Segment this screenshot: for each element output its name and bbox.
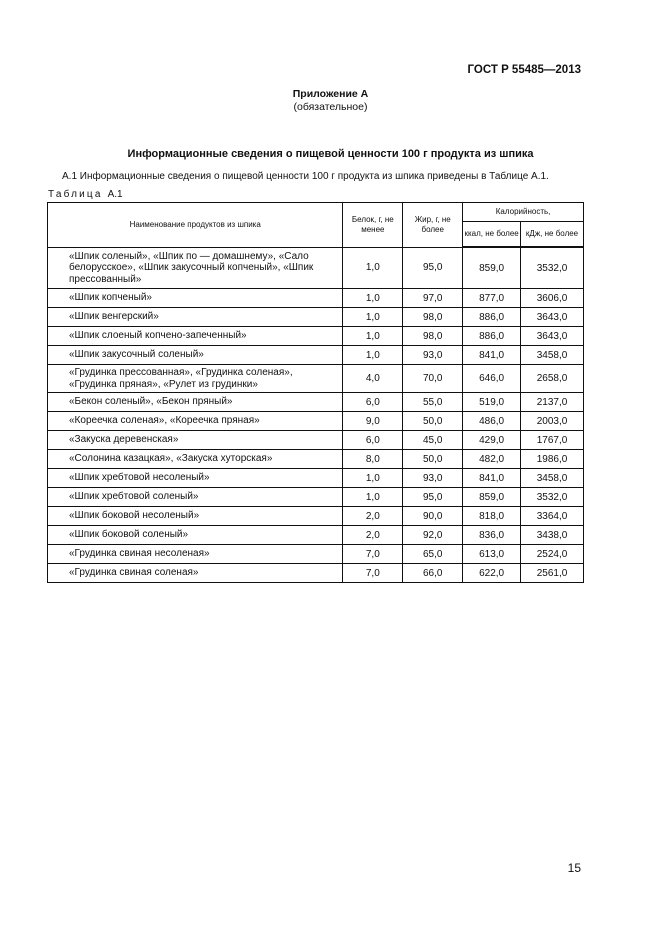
- cell-fat: 98,0: [403, 308, 463, 327]
- table-row: [48, 507, 584, 526]
- cell-product-name: «Шпик слоеный копчено-запеченный»: [48, 327, 343, 346]
- table-caption: [48, 189, 123, 200]
- cell-protein: 1,0: [343, 289, 403, 308]
- table-row: [48, 289, 584, 308]
- cell-kcal: 859,0: [463, 488, 521, 507]
- header-calorie: Калорийность,: [463, 203, 584, 222]
- cell-fat: 50,0: [403, 412, 463, 431]
- section-heading: Информационные сведения о пищевой ценности 100 г продукта из шпика: [127, 148, 534, 160]
- cell-kcal: 818,0: [463, 507, 521, 526]
- cell-product-name: «Кореечка соленая», «Кореечка пряная»: [48, 412, 343, 431]
- cell-kcal: 519,0: [463, 393, 521, 412]
- cell-kj: 3532,0: [521, 247, 584, 289]
- cell-product-name: «Бекон соленый», «Бекон пряный»: [48, 393, 343, 412]
- header-name: Наименование продуктов из шпика: [48, 203, 343, 248]
- cell-fat: 98,0: [403, 327, 463, 346]
- cell-kj: 3458,0: [521, 469, 584, 488]
- cell-kcal: 482,0: [463, 450, 521, 469]
- appendix-block: [0, 88, 661, 114]
- cell-product-name: «Грудинка свиная несоленая»: [48, 545, 343, 564]
- cell-kcal: 841,0: [463, 346, 521, 365]
- cell-kcal: 859,0: [463, 247, 521, 289]
- table-row: [48, 431, 584, 450]
- cell-fat: 45,0: [403, 431, 463, 450]
- cell-kcal: 886,0: [463, 308, 521, 327]
- table-caption-label: Таблица: [48, 189, 103, 200]
- cell-kj: 3364,0: [521, 507, 584, 526]
- cell-product-name: «Шпик закусочный соленый»: [48, 346, 343, 365]
- appendix-subtitle: (обязательное): [293, 101, 368, 113]
- table-row: [48, 308, 584, 327]
- table-body: [48, 247, 584, 583]
- nutrition-table: [47, 202, 584, 583]
- cell-product-name: «Шпик боковой несоленый»: [48, 507, 343, 526]
- table-row: [48, 488, 584, 507]
- cell-kcal: 877,0: [463, 289, 521, 308]
- cell-kj: 3643,0: [521, 327, 584, 346]
- cell-kcal: 841,0: [463, 469, 521, 488]
- cell-fat: 92,0: [403, 526, 463, 545]
- cell-protein: 6,0: [343, 431, 403, 450]
- cell-protein: 4,0: [343, 365, 403, 393]
- cell-protein: 6,0: [343, 393, 403, 412]
- cell-product-name: «Солонина казацкая», «Закуска хуторская»: [48, 450, 343, 469]
- table-row: [48, 526, 584, 545]
- cell-protein: 2,0: [343, 507, 403, 526]
- cell-fat: 70,0: [403, 365, 463, 393]
- cell-product-name: «Грудинка прессованная», «Грудинка соленая», «Грудинка пряная», «Рулет из грудинки»: [48, 365, 343, 393]
- cell-kj: 1767,0: [521, 431, 584, 450]
- table-row: [48, 545, 584, 564]
- table-caption-number: А.1: [107, 189, 123, 200]
- table-row: [48, 469, 584, 488]
- cell-fat: 93,0: [403, 469, 463, 488]
- cell-kj: 2658,0: [521, 365, 584, 393]
- cell-product-name: «Шпик копченый»: [48, 289, 343, 308]
- cell-kcal: 622,0: [463, 564, 521, 583]
- cell-product-name: «Шпик венгерский»: [48, 308, 343, 327]
- cell-protein: 1,0: [343, 488, 403, 507]
- cell-protein: 9,0: [343, 412, 403, 431]
- cell-kj: 2561,0: [521, 564, 584, 583]
- cell-fat: 90,0: [403, 507, 463, 526]
- table-row: [48, 346, 584, 365]
- cell-kcal: 486,0: [463, 412, 521, 431]
- cell-kj: 3458,0: [521, 346, 584, 365]
- page-number: 15: [567, 861, 581, 875]
- cell-fat: 95,0: [403, 247, 463, 289]
- appendix-title: Приложение А: [292, 88, 369, 100]
- cell-protein: 2,0: [343, 526, 403, 545]
- header-fat: Жир, г, не более: [403, 203, 463, 248]
- cell-kcal: 429,0: [463, 431, 521, 450]
- table-row: [48, 247, 584, 289]
- table-row: [48, 412, 584, 431]
- cell-kj: 3643,0: [521, 308, 584, 327]
- cell-kcal: 646,0: [463, 365, 521, 393]
- cell-fat: 55,0: [403, 393, 463, 412]
- cell-protein: 8,0: [343, 450, 403, 469]
- cell-protein: 1,0: [343, 247, 403, 289]
- cell-kcal: 613,0: [463, 545, 521, 564]
- cell-kj: 3438,0: [521, 526, 584, 545]
- table-row: [48, 365, 584, 393]
- cell-fat: 50,0: [403, 450, 463, 469]
- cell-kj: 3606,0: [521, 289, 584, 308]
- cell-fat: 66,0: [403, 564, 463, 583]
- table-row: [48, 450, 584, 469]
- cell-kj: 2137,0: [521, 393, 584, 412]
- cell-kj: 3532,0: [521, 488, 584, 507]
- cell-kcal: 886,0: [463, 327, 521, 346]
- cell-product-name: «Шпик соленый», «Шпик по — домашнему», «Сало белорусское», «Шпик закусочный копченый», «Шпик прессованный»: [48, 247, 343, 289]
- cell-fat: 95,0: [403, 488, 463, 507]
- cell-protein: 1,0: [343, 327, 403, 346]
- cell-product-name: «Закуска деревенская»: [48, 431, 343, 450]
- table-row: [48, 393, 584, 412]
- cell-protein: 1,0: [343, 346, 403, 365]
- table-row: [48, 564, 584, 583]
- standard-number: ГОСТ Р 55485—2013: [467, 64, 581, 76]
- cell-fat: 93,0: [403, 346, 463, 365]
- cell-kcal: 836,0: [463, 526, 521, 545]
- cell-product-name: «Шпик хребтовой несоленый»: [48, 469, 343, 488]
- cell-product-name: «Грудинка свиная соленая»: [48, 564, 343, 583]
- cell-kj: 2003,0: [521, 412, 584, 431]
- cell-protein: 7,0: [343, 545, 403, 564]
- cell-protein: 7,0: [343, 564, 403, 583]
- cell-protein: 1,0: [343, 308, 403, 327]
- table-row: [48, 327, 584, 346]
- header-kj: кДж, не более: [521, 222, 584, 248]
- cell-kj: 1986,0: [521, 450, 584, 469]
- cell-kj: 2524,0: [521, 545, 584, 564]
- cell-fat: 65,0: [403, 545, 463, 564]
- cell-product-name: «Шпик боковой соленый»: [48, 526, 343, 545]
- cell-fat: 97,0: [403, 289, 463, 308]
- header-protein: Белок, г, не менее: [343, 203, 403, 248]
- cell-product-name: «Шпик хребтовой соленый»: [48, 488, 343, 507]
- cell-protein: 1,0: [343, 469, 403, 488]
- header-kcal: ккал, не более: [463, 222, 521, 248]
- intro-paragraph: А.1 Информационные сведения о пищевой ценности 100 г продукта из шпика приведены в Таблице А.1.: [62, 171, 549, 182]
